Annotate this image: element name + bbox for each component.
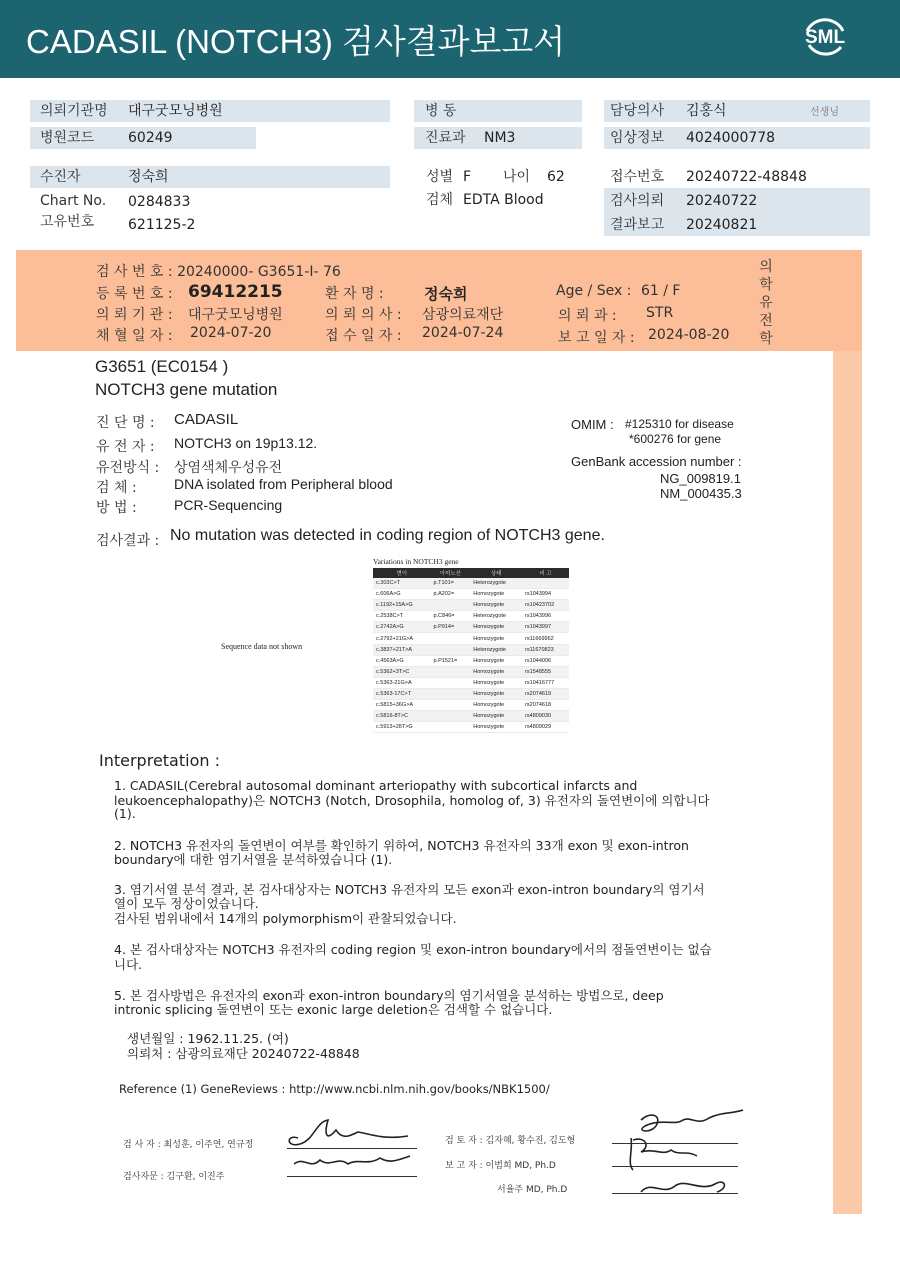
dept-value: NM3 [484,130,516,146]
patient-value: 정숙희 [128,169,169,185]
sex-label: 성별 [426,169,454,185]
gene-label: 유 전 자 : [96,439,155,455]
table-cell: rs4809029 [522,722,569,733]
table-cell: rs11669962 [522,633,569,644]
reviewer-signature [605,1106,750,1200]
age-sex: 61 / F [641,283,681,299]
reporter-name-2: 서율주 MD, Ph.D [497,1185,568,1195]
request-label: 검사의뢰 [610,193,665,209]
table-cell: c.2742A>G [373,622,431,633]
table-cell: Heterozygote [470,611,522,622]
sex-value: F [463,169,472,185]
tester-advisor-names: 검사자문 : 김구환, 이진주 [123,1172,225,1182]
birth-date: 생년월일 : 1962.11.25. (여) [127,1031,289,1046]
interp-p3-l1: 3. 염기서열 분석 결과, 본 검사대상자는 NOTCH3 유전자의 모든 exon과 exon-intron boundary의 염기서 [114,882,705,897]
table-cell: Homozygote [470,633,522,644]
receipt-value: 20240722-48848 [686,169,807,185]
table-row [373,655,569,666]
inst-label: 의 뢰 기 관 : [96,307,173,323]
table-cell: rs11670823 [522,644,569,655]
interp-p4-l1: 4. 본 검사대상자는 NOTCH3 유전자의 coding region 및 exon-intron boundary에서의 점돌연변이는 없습 [114,942,712,957]
result-value: 20240821 [686,217,758,233]
chart-label: Chart No. [40,193,107,209]
table-row [373,589,569,600]
table-cell: c.4563A>G [373,655,431,666]
reviewer-names: 검 토 자 : 김자혜, 황수진, 김도형 [445,1136,576,1146]
table-row [373,644,569,655]
specimen-value-2: DNA isolated from Peripheral blood [174,476,393,492]
variations-table [373,556,569,733]
omim-gene: *600276 for gene [629,432,722,446]
table-cell: c.2792+21G>A [373,633,431,644]
inherit-value: 상염색체우성유전 [174,460,283,476]
table-cell [431,600,471,611]
dept-label: 진료과 [425,130,466,146]
table-cell: c.5815+36G>A [373,700,431,711]
report-title: CADASIL (NOTCH3) 검사결과보고서 [26,23,566,60]
table-cell: Homozygote [470,688,522,699]
method-value: PCR-Sequencing [174,497,283,513]
table-cell: c.5362+3T>C [373,666,431,677]
age-value: 62 [547,169,565,185]
omim-disease: #125310 for disease [625,417,734,431]
report-side-strip [833,250,862,1214]
interp-p2-l2: boundary에 대한 염기서열을 분석하였습니다 (1). [114,852,393,867]
col-header: 비 고 [522,568,569,578]
interp-p1-l3: (1). [114,806,136,821]
table-cell: Homozygote [470,600,522,611]
ward-label: 병 동 [425,103,457,119]
interp-p5-l2: intronic splicing 돌연변이 또는 exonic large deletion은 검색할 수 없습니다. [114,1002,553,1017]
table-cell [522,578,569,589]
test-name: NOTCH3 gene mutation [95,380,278,399]
col-header: 상태 [470,568,522,578]
doctor-value: 김홍식 [686,103,727,119]
reporter-name: 보 고 자 : 이범희 MD, Ph.D [445,1161,556,1171]
table-cell: Homozygote [470,700,522,711]
table-cell: Homozygote [470,711,522,722]
request-value: 20240722 [686,193,758,209]
table-row [373,666,569,677]
table-cell: c.2538C>T [373,611,431,622]
interp-p1-l2: leukoencephalopathy)은 NOTCH3 (Notch, Drosophila, homolog of, 3) 유전자의 돌연변이에 의합니다 [114,793,710,808]
sequence-note: Sequence data not shown [221,642,303,651]
table-cell: rs2074618 [522,700,569,711]
diag-value: CADASIL [174,411,239,428]
interp-p5-l1: 5. 본 검사방법은 유전자의 exon과 exon-intron boundary의 염기서열을 분석하는 방법으로, deep [114,988,664,1003]
receive-date: 2024-07-24 [422,325,504,341]
inherit-label: 유전방식 : [96,460,160,476]
table-cell: rs1548555 [522,666,569,677]
patient-name: 정숙희 [424,285,468,303]
req-dept: STR [646,305,674,321]
dept-vertical-label: 의 학 유 전 학 [759,259,773,347]
result-value-2: No mutation was detected in coding region of NOTCH3 gene. [170,527,605,544]
table-cell: Heterozygote [470,644,522,655]
interp-p2-l1: 2. NOTCH3 유전자의 돌연변이 여부를 확인하기 위하여, NOTCH3 유전자의 33개 exon 및 exon-intron [114,838,689,853]
doctor-suffix: 선생님 [810,107,839,118]
age-label: 나이 [503,169,531,185]
table-row [373,622,569,633]
req-dept-label: 의 뢰 과 : [558,308,617,324]
result-label-2: 검사결과 : [96,533,160,549]
table-cell: rs1043994 [522,589,569,600]
result-label: 결과보고 [610,217,665,233]
table-row [373,722,569,733]
table-cell: c.1192+15A>G [373,600,431,611]
report-date: 2024-08-20 [648,327,730,343]
table-row [373,711,569,722]
table-cell: Homozygote [470,677,522,688]
specimen-value: EDTA Blood [463,192,544,208]
receipt-label: 접수번호 [610,169,665,185]
reg-no: 69412215 [188,282,283,302]
table-cell [431,700,471,711]
age-sex-label: Age / Sex : [556,283,632,299]
report-label: 보 고 일 자 : [558,330,635,346]
table-cell [431,688,471,699]
table-row [373,633,569,644]
hospital-code-value: 60249 [128,130,173,146]
tester-names: 검 사 자 : 최성훈, 이주연, 연규정 [123,1140,254,1150]
table-cell: c.5363-21G>A [373,677,431,688]
table-cell [431,677,471,688]
table-cell: c.3837+21T>A [373,644,431,655]
patient-name-label: 환 자 명 : [325,286,384,302]
table-cell: c.5913+28T>G [373,722,431,733]
table-cell: c.303C>T [373,578,431,589]
table-cell: Heterozygote [470,578,522,589]
table-cell: p.P1521= [431,655,471,666]
table-cell: rs1044006 [522,655,569,666]
table-row [373,611,569,622]
interp-p4-l2: 니다. [114,957,143,972]
institution-value: 대구굿모닝병원 [128,103,223,119]
receive-label: 접 수 일 자 : [325,328,402,344]
reference: Reference (1) GeneReviews : http://www.ncbi.nlm.nih.gov/books/NBK1500/ [119,1082,550,1096]
genbank-label: GenBank accession number : [571,454,742,469]
table-cell: p.T101= [431,578,471,589]
collect-label: 채 혈 일 자 : [96,328,173,344]
table-cell [431,722,471,733]
table-cell: c.5816-8T>C [373,711,431,722]
unique-value: 621125-2 [128,217,196,233]
table-cell: p.C846= [431,611,471,622]
variations-caption: Variations in NOTCH3 gene [373,557,459,566]
table-cell [431,666,471,677]
method-label: 방 법 : [96,500,137,516]
interp-p1-l1: 1. CADASIL(Cerebral autosomal dominant arteriopathy with subcortical infarcts and [114,778,638,793]
clinical-value: 4024000778 [686,130,776,146]
doctor-label: 담당의사 [610,103,665,119]
table-cell: rs4809030 [522,711,569,722]
diag-label: 진 단 명 : [96,415,155,431]
test-no-label: 검 사 번 호 : [96,264,173,280]
genbank-nm: NM_000435.3 [660,486,742,501]
table-header-row [373,568,569,578]
table-row [373,700,569,711]
table-row [373,578,569,589]
referral-info: 의뢰처 : 삼광의료재단 20240722-48848 [127,1046,360,1061]
hospital-code-label: 병원코드 [40,130,95,146]
table-cell: p.P914= [431,622,471,633]
specimen-label: 검체 [426,192,454,208]
specimen-label-2: 검 체 : [96,480,137,496]
table-cell: rs1043996 [522,611,569,622]
table-cell: rs10416777 [522,677,569,688]
table-cell [431,711,471,722]
table-cell: rs2074619 [522,688,569,699]
table-row [373,600,569,611]
interpretation-title: Interpretation : [99,751,220,770]
unique-label: 고유번호 [40,214,95,230]
logo-text: SML [804,27,846,48]
collect-date: 2024-07-20 [190,325,272,341]
reg-no-label: 등 록 번 호 : [96,286,173,302]
col-header: 아미노산 [431,568,471,578]
table-cell: Homozygote [470,622,522,633]
table-cell: rs1043997 [522,622,569,633]
table-row [373,688,569,699]
patient-label: 수진자 [40,169,81,185]
table-cell: p.A202= [431,589,471,600]
col-header: 변이 [373,568,431,578]
institution-label: 의뢰기관명 [40,103,108,119]
chart-value: 0284833 [128,194,191,210]
req-doc-label: 의 뢰 의 사 : [325,307,402,323]
table-cell [431,633,471,644]
genbank-ng: NG_009819.1 [660,471,741,486]
table-cell: c.5363-17C>T [373,688,431,699]
table-cell: Homozygote [470,722,522,733]
table-cell: Homozygote [470,589,522,600]
table-cell: rs10423702 [522,600,569,611]
inst-value: 대구굿모닝병원 [188,307,283,323]
req-doc: 삼광의료재단 [422,307,504,323]
omim-label: OMIM : [571,417,614,432]
table-cell [431,644,471,655]
table-cell: Homozygote [470,666,522,677]
table-cell: Homozygote [470,655,522,666]
interp-p3-l2: 열이 모두 정상이었습니다. [114,896,259,911]
interp-p3-l3: 검사된 범위내에서 14개의 polymorphism이 관찰되었습니다. [114,911,457,926]
test-no: 20240000- G3651-I- 76 [177,264,341,280]
table-cell: c.606A>G [373,589,431,600]
tester-signature [280,1104,430,1184]
table-row [373,677,569,688]
test-code: G3651 (EC0154 ) [95,357,229,376]
clinical-label: 임상정보 [610,130,665,146]
gene-value: NOTCH3 on 19p13.12. [174,435,318,451]
sml-logo [801,13,849,61]
